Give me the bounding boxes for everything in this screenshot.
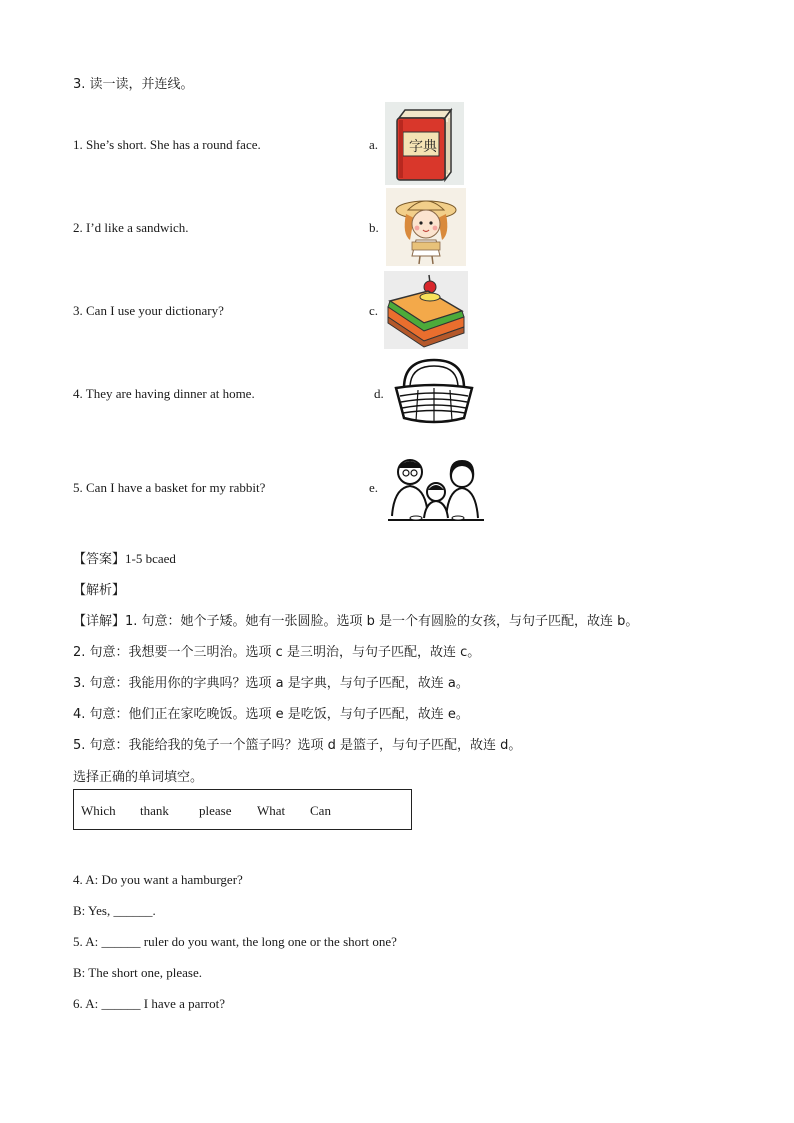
- match-sentence-4: 4. They are having dinner at home.: [73, 386, 255, 401]
- match-sentence-1: 1. She’s short. She has a round face.: [73, 137, 261, 152]
- dictionary-cover-text: 字典: [409, 139, 437, 155]
- answer-line: [73, 548, 176, 567]
- word-bank-item: please: [199, 803, 232, 818]
- basket-picture: [390, 356, 478, 428]
- option-label-b: b.: [369, 220, 379, 235]
- answer-value: 1-5 bcaed: [125, 551, 176, 566]
- match-sentence-2: 2. I’d like a sandwich.: [73, 220, 189, 235]
- girl-icon: [386, 188, 466, 266]
- girl-picture: [386, 188, 466, 266]
- basket-icon: [390, 356, 478, 428]
- word-bank-item: Which: [81, 803, 116, 818]
- fill-line-3: 5. A: ______ ruler do you want, the long one or the short one?: [73, 934, 397, 949]
- sandwich-icon: [384, 271, 468, 349]
- word-bank-item: thank: [140, 803, 169, 818]
- fill-line-2: B: Yes, ______.: [73, 903, 156, 918]
- sandwich-picture: [384, 271, 468, 349]
- family-dinner-icon: [388, 452, 484, 528]
- fill-instruction: 选择正确的单词填空。: [73, 770, 204, 785]
- analysis-line-4: 4. 句意：他们正在家吃晚饭。选项 e 是吃饭，与句子匹配，故连 e。: [73, 707, 469, 722]
- section-heading: 3. 读一读，并连线。: [73, 77, 194, 92]
- word-bank-item: What: [257, 803, 286, 818]
- option-label-c: c.: [369, 303, 379, 318]
- option-label-d: d.: [374, 386, 384, 401]
- fill-line-4: B: The short one, please.: [73, 965, 203, 980]
- analysis-line-1: 【详解】1. 句意：她个子矮。她有一张圆脸。选项 b 是一个有圆脸的女孩，与句子匹配，故连 b。: [73, 614, 639, 629]
- match-sentence-5: 5. Can I have a basket for my rabbit?: [73, 480, 266, 495]
- fill-line-1: 4. A: Do you want a hamburger?: [73, 872, 243, 887]
- analysis-line-3: 3. 句意：我能用你的字典吗？选项 a 是字典，与句子匹配，故连 a。: [73, 676, 469, 691]
- word-bank-item: Can: [310, 803, 331, 818]
- analysis-label: 【解析】: [73, 583, 126, 598]
- fill-line-5: 6. A: ______ I have a parrot?: [73, 996, 225, 1011]
- option-label-a: a.: [369, 137, 379, 152]
- match-sentence-3: 3. Can I use your dictionary?: [73, 303, 224, 318]
- word-bank-box: [73, 789, 412, 830]
- dictionary-picture: [385, 102, 464, 185]
- answer-label: 【答案】: [73, 552, 126, 567]
- family-dinner-picture: [388, 452, 484, 528]
- analysis-line-5: 5. 句意：我能给我的兔子一个篮子吗？选项 d 是篮子，与句子匹配，故连 d。: [73, 738, 522, 753]
- option-label-e: e.: [369, 480, 379, 495]
- analysis-line-2: 2. 句意：我想要一个三明治。选项 c 是三明治，与句子匹配，故连 c。: [73, 645, 481, 660]
